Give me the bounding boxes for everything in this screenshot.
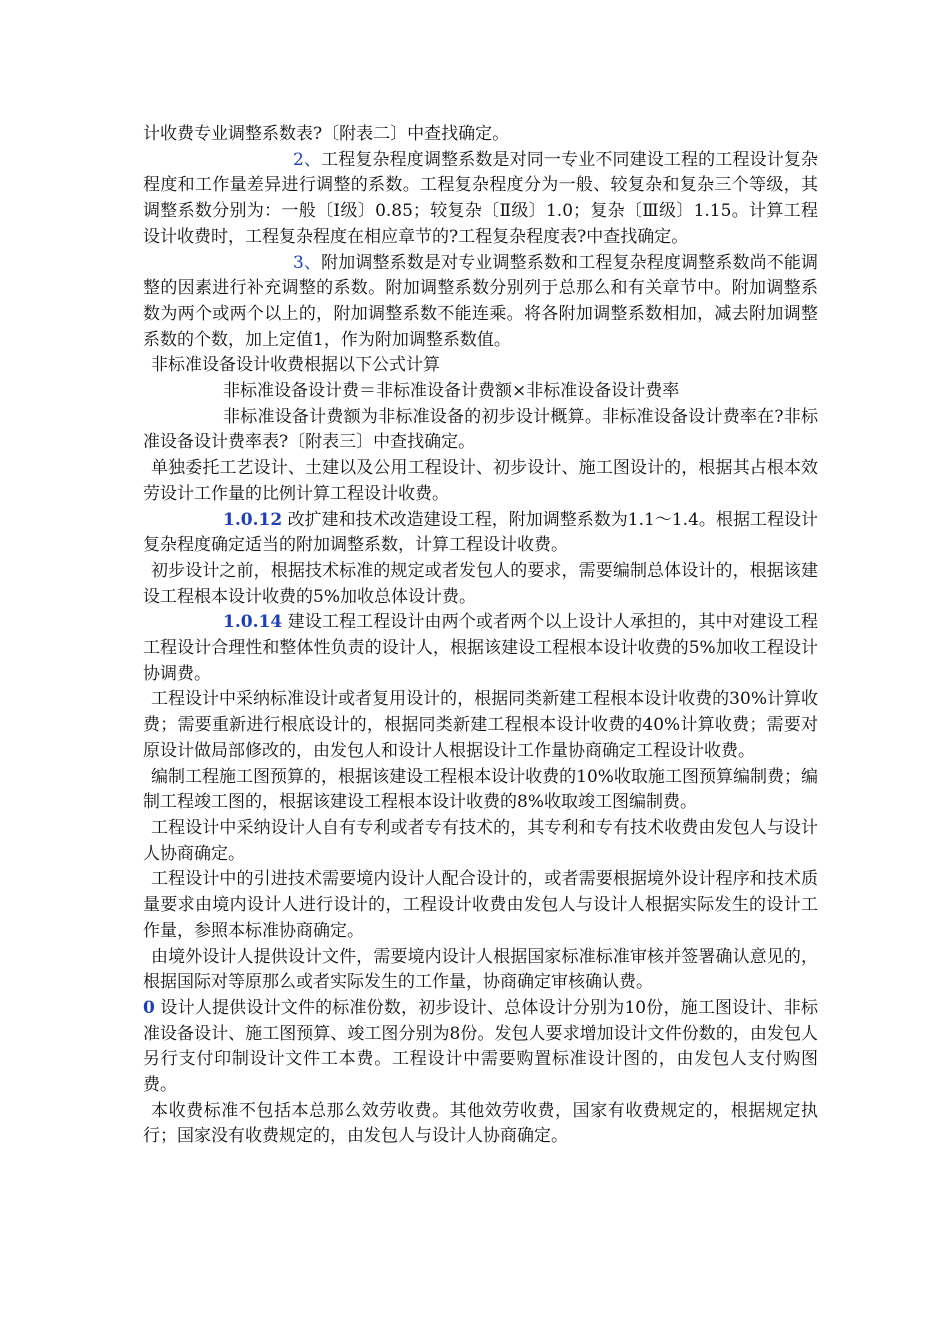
clause-number: 0	[143, 997, 155, 1018]
clause-number: 1.0.14	[223, 612, 283, 633]
paragraph-text: 非标准设备设计收费根据以下公式计算	[151, 355, 440, 376]
paragraph-text: 设计人提供设计文件的标准份数，初步设计、总体设计分别为10份，施工图设计、非标准设备设计、施工图预算、竣工图分别为8份。发包人要求增加设计文件份数的，由发包人另行支付印制设计文件工本费。工程设计中需要购置标准设计图的，由发包人支付购图费。	[143, 997, 818, 1096]
clause-number: 1.0.12	[223, 509, 283, 530]
paragraph-3	[143, 251, 818, 354]
paragraph-text: 初步设计之前，根据技术标准的规定或者发包人的要求，需要编制总体设计的，根据该建设工程根本设计收费的5%加收总体设计费。	[143, 560, 818, 607]
paragraph-text: 编制工程施工图预算的，根据该建设工程根本设计收费的10%收取施工图预算编制费；编制工程竣工图的，根据该建设工程根本设计收费的8%收取竣工图编制费。	[143, 766, 818, 813]
document-body	[143, 122, 818, 1150]
paragraph-text: 由境外设计人提供设计文件，需要境内设计人根据国家标准标准审核并签署确认意见的，根据国际对等原那么或者实际发生的工作量，协商确定审核确认费。	[143, 946, 818, 993]
paragraph-text: 工程设计中采纳设计人自有专利或者专有技术的，其专利和专有技术收费由发包人与设计人协商确定。	[143, 817, 818, 864]
paragraph-17	[143, 1099, 818, 1150]
paragraph-14	[143, 867, 818, 944]
formula-line	[143, 379, 818, 405]
paragraph-text: 建设工程工程设计由两个或者两个以上设计人承担的，其中对建设工程工程设计合理性和整体性负责的设计人，根据该建设工程根本设计收费的5%加收工程设计协调费。	[143, 612, 818, 684]
paragraph-text: 单独委托工艺设计、土建以及公用工程设计、初步设计、施工图设计的，根据其占根本效劳设计工作量的比例计算工程设计收费。	[143, 458, 818, 504]
paragraph-text: 附加调整系数是对专业调整系数和工程复杂程度调整系数尚不能调整的因素进行补充调整的系数。附加调整系数分别列于总那么和有关章节中。附加调整系数为两个或两个以上的，附加调整系数不能连乘。将各附加调整系数相加，减去附加调整系数的个数，加上定值1，作为附加调整系数值。	[143, 252, 819, 350]
paragraph-9	[143, 559, 818, 610]
paragraph-13	[143, 816, 818, 867]
paragraph-4	[143, 353, 818, 379]
paragraph-text: 非标准设备计费额为非标准设备的初步设计概算。非标准设备设计费率在?非标准设备设计费率表?〔附表三〕中查找确定。	[143, 406, 818, 453]
clause-1-0-14	[143, 610, 818, 687]
paragraph-1	[143, 122, 818, 148]
paragraph-6	[143, 405, 818, 456]
paragraph-text: 工程设计中采纳标准设计或者复用设计的，根据同类新建工程根本设计收费的30%计算收费；需要重新进行根底设计的，根据同类新建工程根本设计收费的40%计算收费；需要对原设计做局部修改的，由发包人和设计人根据设计工作量协商确定工程设计收费。	[143, 689, 818, 761]
paragraph-2	[143, 148, 818, 251]
clause-1-0-12	[143, 508, 818, 559]
paragraph-text: 非标准设备设计费＝非标准设备计费额×非标准设备设计费率	[223, 381, 680, 402]
paragraph-text: 计收费专业调整系数表?〔附表二〕中查找确定。	[143, 124, 510, 144]
paragraph-12	[143, 765, 818, 816]
paragraph-7	[143, 456, 818, 507]
item-number: 2、	[293, 149, 322, 170]
item-number: 3、	[293, 252, 322, 273]
paragraph-text: 工程复杂程度调整系数是对同一专业不同建设工程的工程设计复杂程度和工作量差异进行调整的系数。工程复杂程度分为一般、较复杂和复杂三个等级，其调整系数分别为：一般〔Ⅰ级〕0.85；较复杂〔Ⅱ级〕1.0；复杂〔Ⅲ级〕1.15。计算工程设计收费时，工程复杂程度在相应章节的?工程复杂程度表?中查找确定。	[143, 149, 819, 247]
paragraph-text: 改扩建和技术改造建设工程，附加调整系数为1.1～1.4。根据工程设计复杂程度确定适当的附加调整系数，计算工程设计收费。	[143, 509, 818, 556]
paragraph-15	[143, 945, 818, 996]
clause-0	[143, 996, 818, 1099]
paragraph-text: 工程设计中的引进技术需要境内设计人配合设计的，或者需要根据境外设计程序和技术质量要求由境内设计人进行设计的，工程设计收费由发包人与设计人根据实际发生的设计工作量，参照本标准协商确定。	[143, 869, 818, 941]
paragraph-11	[143, 687, 818, 764]
paragraph-text: 本收费标准不包括本总那么效劳收费。其他效劳收费，国家有收费规定的，根据规定执行；国家没有收费规定的，由发包人与设计人协商确定。	[143, 1100, 818, 1147]
